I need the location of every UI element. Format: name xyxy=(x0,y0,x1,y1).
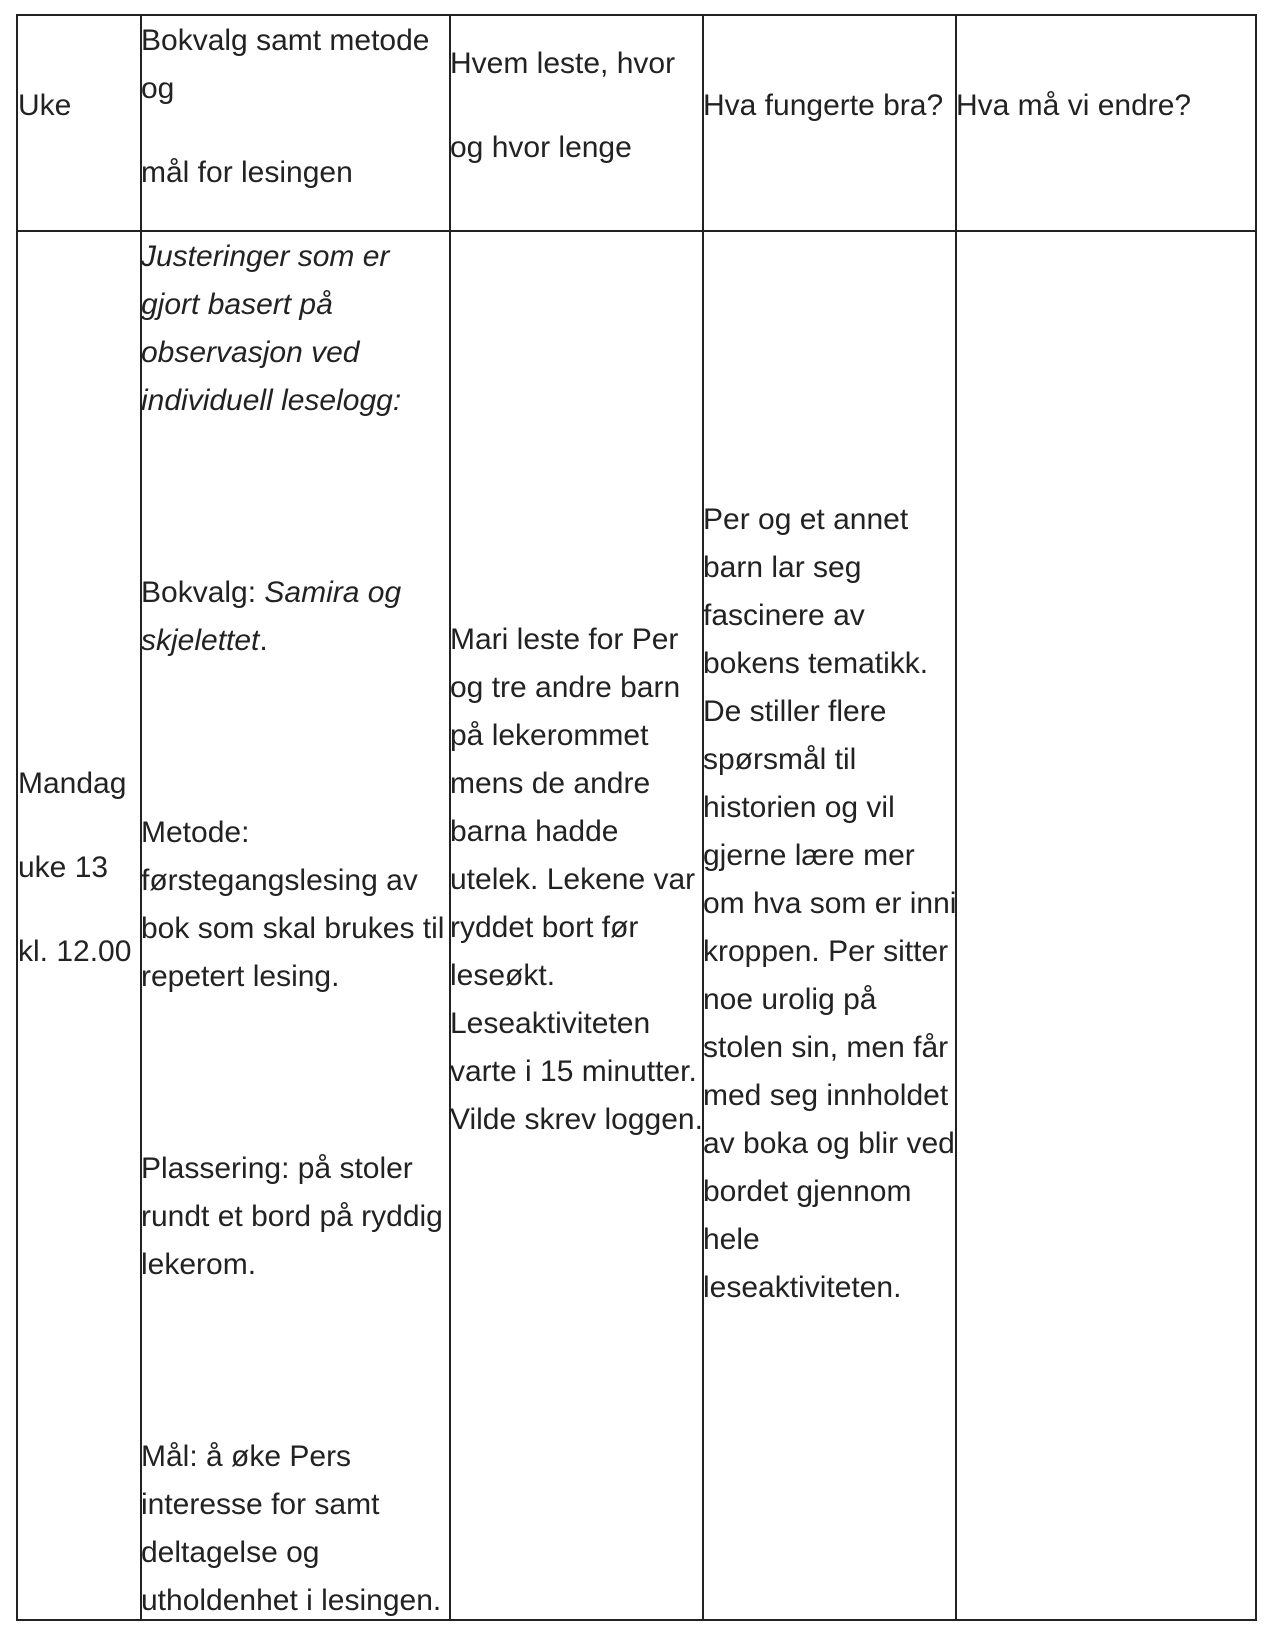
book-choice: Bokvalg: Samira og xyxy=(141,576,402,609)
goal-line: utholdenhet i lesingen. xyxy=(141,1584,442,1617)
worked-line: stolen sin, men får xyxy=(703,1031,949,1064)
plan-intro-line: observasjon ved xyxy=(141,336,360,369)
book-title: Samira og xyxy=(264,576,402,609)
who-cell xyxy=(450,616,703,1144)
placement-line: lekerom. xyxy=(141,1248,257,1281)
method-line: Metode: xyxy=(141,816,250,849)
who-line: Mari leste for Per xyxy=(450,623,679,656)
method-line: førstegangslesing av xyxy=(141,864,418,897)
header-who: Hvem leste, hvor og hvor lenge xyxy=(450,47,676,164)
worked-line: hele xyxy=(703,1223,760,1256)
placement-line: Plassering: på stoler xyxy=(141,1152,413,1185)
plan-intro-line: Justeringer som er xyxy=(141,240,390,273)
header-worked: Hva fungerte bra? xyxy=(703,89,944,122)
worked-line: leseaktiviteten. xyxy=(703,1271,902,1304)
header-change: Hva må vi endre? xyxy=(956,89,1192,122)
who-line: barna hadde xyxy=(450,815,619,848)
who-line: Vilde skrev loggen. xyxy=(450,1103,703,1136)
reading-log-table xyxy=(16,14,1257,1621)
worked-line: bordet gjennom xyxy=(703,1175,912,1208)
book-choice-cont: skjelettet. xyxy=(141,624,268,657)
row-divider xyxy=(18,230,1255,232)
week-cell: Mandag uke 13 kl. 12.00 xyxy=(18,767,132,968)
header-plan: Bokvalg samt metode og mål for lesingen xyxy=(141,24,430,189)
worked-line: bokens tematikk. xyxy=(703,647,929,680)
plan-cell xyxy=(141,233,444,1625)
worked-line: historien og vil xyxy=(703,791,895,824)
worked-line: De stiller flere xyxy=(703,695,887,728)
plan-intro-line: gjort basert på xyxy=(141,288,333,321)
who-line: utelek. Lekene var xyxy=(450,863,696,896)
goal-line: interesse for samt xyxy=(141,1488,380,1521)
who-line: mens de andre xyxy=(450,767,651,800)
worked-line: om hva som er inni xyxy=(703,887,957,920)
plan-intro-line: individuell leselogg: xyxy=(141,384,402,417)
goal-line: deltagelse og xyxy=(141,1536,320,1569)
worked-line: av boka og blir ved xyxy=(703,1127,955,1160)
worked-line: kroppen. Per sitter xyxy=(703,935,949,968)
worked-line: med seg innholdet xyxy=(703,1079,949,1112)
worked-line: fascinere av xyxy=(703,599,865,632)
header-week: Uke xyxy=(18,89,72,122)
who-line: på lekerommet xyxy=(450,719,649,752)
placement-line: rundt et bord på ryddig xyxy=(141,1200,443,1233)
who-line: ryddet bort før xyxy=(450,911,639,944)
goal-line: Mål: å øke Pers xyxy=(141,1440,352,1473)
worked-cell xyxy=(703,496,956,1312)
who-line: leseøkt. xyxy=(450,959,556,992)
method-line: repetert lesing. xyxy=(141,960,340,993)
who-line: varte i 15 minutter. xyxy=(450,1055,697,1088)
who-line: Leseaktiviteten xyxy=(450,1007,651,1040)
who-line: og tre andre barn xyxy=(450,671,681,704)
worked-line: Per og et annet xyxy=(703,503,909,536)
method-line: bok som skal brukes til xyxy=(141,912,445,945)
worked-line: barn lar seg xyxy=(703,551,862,584)
worked-line: spørsmål til xyxy=(703,743,857,776)
worked-line: gjerne lære mer xyxy=(703,839,915,872)
worked-line: noe urolig på xyxy=(703,983,877,1016)
